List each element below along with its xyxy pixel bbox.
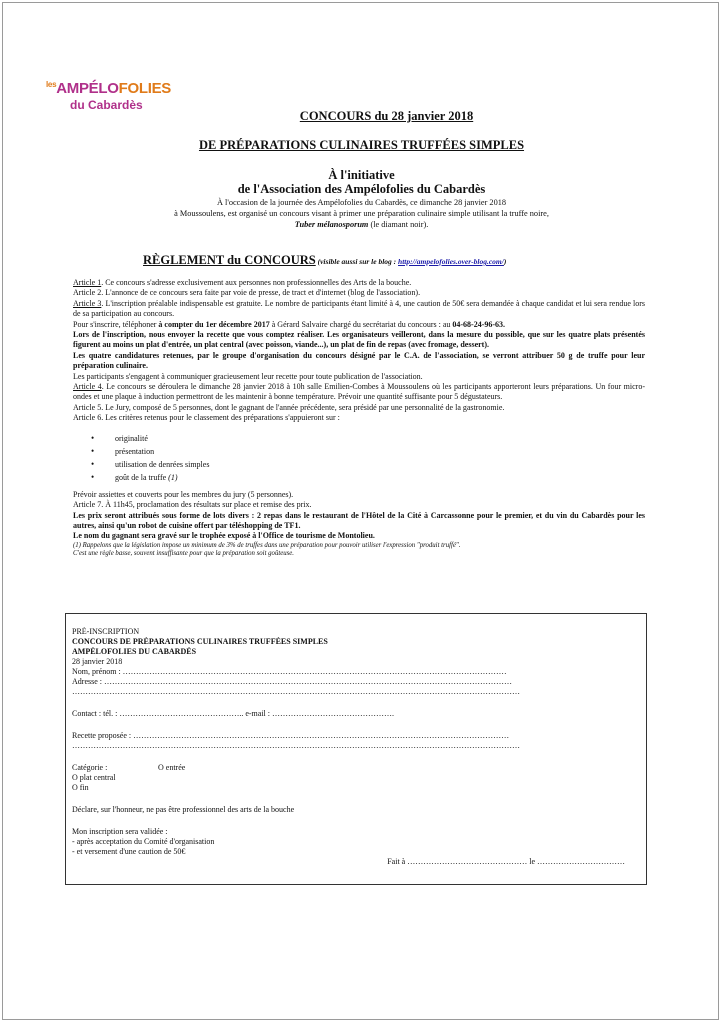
intro-text	[0, 197, 723, 231]
validation-condition-2: - et versement d'une caution de 50€	[72, 847, 186, 856]
article-4-label: Article 4	[73, 382, 102, 392]
association-line: de l'Association des Ampélofolies du Cabardès	[237, 182, 486, 196]
option-plat-central[interactable]: O plat central	[72, 773, 116, 782]
form-heading: PRÉ-INSCRIPTION	[72, 627, 140, 636]
category-label: Catégorie :	[72, 763, 108, 772]
recipe-field[interactable]: Recette proposée : ……………………………………………………………………………………………………………………………	[72, 731, 510, 740]
list-item: • utilisation de denrées simples	[73, 458, 645, 471]
rules-body	[73, 278, 645, 559]
footnote-mark: (1)	[166, 472, 178, 482]
form-date: 28 janvier 2018	[72, 657, 123, 666]
address-field-line-2[interactable]: ……………………………………………………………………………………………………………………………………………………	[72, 687, 520, 696]
recipe-request: Lors de l'inscription, nous envoyer la recette que vous comptez réaliser. Les organisateurs veilleront, dans la mesure du possible, que sur les quatre plats présentés figurent au moins un plat d'entrée, un plat central (avec poisson, viande...), un plat de fin de repas (avec fromage, dessert).	[73, 330, 645, 350]
contest-date-title: CONCOURS du 28 janvier 2018	[299, 109, 474, 123]
phone-pre: Pour s'inscrire, téléphoner	[73, 319, 159, 329]
article-3-text: . L'inscription préalable indispensable est gratuite. Le nombre de participants étant limité à 4, une caution de 50€ sera demandée à chaque candidat et lui sera rendue lors de sa participation au concours.	[73, 298, 645, 319]
article-5: Article 5. Le Jury, composé de 5 personnes, dont le gagnant de l'année précédente, sera présidé par une personnalité de la gastronomie.	[73, 402, 505, 412]
reglement-title: RÈGLEMENT du CONCOURS	[143, 253, 316, 267]
blog-suffix: )	[503, 257, 507, 266]
signature-line[interactable]: Fait à ……………………………………… le ……………………………	[387, 857, 625, 866]
truffle-allocation: Les quatre candidatures retenues, par le groupe d'organisation du concours désigné par le C.A. de l'association, se verront attribuer 50 g de truffe pour leur préparation culinaire.	[73, 350, 645, 371]
phone-date: à compter du 1er décembre 2017	[158, 319, 270, 329]
pre-registration-form	[72, 627, 637, 867]
intro-line-2: à Moussoulens, est organisé un concours visant à primer une préparation culinaire simple utilisant la truffe noire,	[174, 209, 549, 219]
option-fin[interactable]: O fin	[72, 783, 89, 792]
reglement-heading	[143, 251, 506, 269]
article-4	[73, 382, 645, 403]
logo-folies: FOLIES	[118, 80, 171, 97]
form-contest-title: CONCOURS DE PRÉPARATIONS CULINAIRES TRUFFÉES SIMPLES	[72, 637, 328, 646]
list-item: • originalité	[73, 432, 645, 445]
article-1	[73, 278, 645, 288]
contact-field[interactable]: Contact : tél. : ……………………………………….. e-mail : ……………………………………….	[72, 709, 394, 718]
truffle-species: Tuber mélanosporum	[294, 220, 369, 230]
article-4-text: . Le concours se déroulera le dimanche 28 janvier 2018 à 10h salle Emilien-Combes à Moussoulens où les participants apporteront leurs préparations. Un four micro-ondes et une plaque à induction permettront de les maintenir à bonne température. Prévoir une quantité suffisante pour 5 dégustateurs.	[73, 382, 645, 402]
declaration: Déclare, sur l'honneur, ne pas être professionnel des arts de la bouche	[72, 805, 295, 814]
footnote-2: C'est une règle basse, souvent insuffisante pour que la préparation soit goûteuse.	[73, 550, 295, 558]
address-field[interactable]: Adresse : ………………………………………………………………………………………………………………………………………	[72, 677, 512, 686]
logo-du-cabardes: du Cabardès	[70, 98, 143, 112]
prizes: Les prix seront attribués sous forme de lots divers : 2 repas dans le restaurant de l'Hôtel de la Cité à Carcassonne pour le premier, et du vin du Cabardès pour les autres, ainsi qu'un robot de cuisine offert par téléshopping de TF1.	[73, 510, 645, 530]
list-item: • présentation	[73, 445, 645, 458]
criteria-taste: goût de la truffe	[115, 472, 167, 482]
recipe-field-line-2[interactable]: ……………………………………………………………………………………………………………………………………………………	[72, 741, 520, 750]
phone-mid: à Gérard Salvaire chargé du secrétariat du concours : au	[269, 319, 453, 329]
criteria-list	[73, 432, 645, 484]
contest-subject-title: DE PRÉPARATIONS CULINAIRES TRUFFÉES SIMPLES	[198, 138, 525, 152]
list-item	[73, 471, 645, 484]
article-3-label: Article 3	[73, 298, 102, 308]
footnote-1: (1) Rappelons que la législation impose un minimum de 3% de truffes dans une préparation pour pouvoir utiliser l'expression "produit truffé".	[73, 541, 461, 549]
trophy: Le nom du gagnant sera gravé sur le trophée exposé à l'Office de tourisme de Montolieu.	[73, 531, 375, 541]
validation-heading: Mon inscription sera validée :	[72, 827, 168, 836]
category-row	[72, 763, 637, 773]
registration-phone	[73, 320, 645, 330]
article-3	[73, 299, 645, 320]
article-7: Article 7. À 11h45, proclamation des résultats sur place et remise des prix.	[73, 500, 312, 510]
name-field[interactable]: Nom, prénom : ………………………………………………………………………………………………………………………………	[72, 667, 507, 676]
initiative-line: À l'initiative	[328, 168, 395, 182]
validation-condition-1: - après acceptation du Comité d'organisation	[72, 837, 215, 846]
blog-link[interactable]: http://ampelofolies.over-blog.com/	[398, 257, 504, 266]
plates-note: Prévoir assiettes et couverts pour les membres du jury (5 personnes).	[73, 489, 294, 499]
blog-prefix: (visible aussi sur le blog :	[315, 257, 399, 266]
option-entree[interactable]: O entrée	[158, 763, 186, 772]
intro-line-1: À l'occasion de la journée des Ampélofolies du Cabardès, ce dimanche 28 janvier 2018	[216, 198, 507, 207]
form-organizer: AMPÉLOFOLIES DU CABARDÈS	[72, 647, 197, 656]
initiative-heading	[0, 168, 723, 196]
recipe-publication: Les participants s'engagent à communiquer gracieusement leur recette pour toute publication de l'association.	[73, 371, 423, 381]
logo-ampelo: AMPÉLO	[56, 80, 119, 97]
article-1-text: . Ce concours s'adresse exclusivement aux personnes non professionnelles des Arts de la bouche.	[101, 278, 412, 287]
intro-line-3: (le diamant noir).	[368, 220, 429, 230]
phone-number: 04-68-24-96-63.	[452, 319, 506, 329]
logo-les: les	[46, 80, 57, 89]
article-1-label: Article 1	[73, 278, 102, 287]
article-6: Article 6. Les critères retenus pour le classement des préparations s'appuieront sur :	[73, 413, 340, 423]
article-2: Article 2. L'annonce de ce concours sera faite par voie de presse, de tract et d'internet (blog de l'association).	[73, 288, 421, 298]
